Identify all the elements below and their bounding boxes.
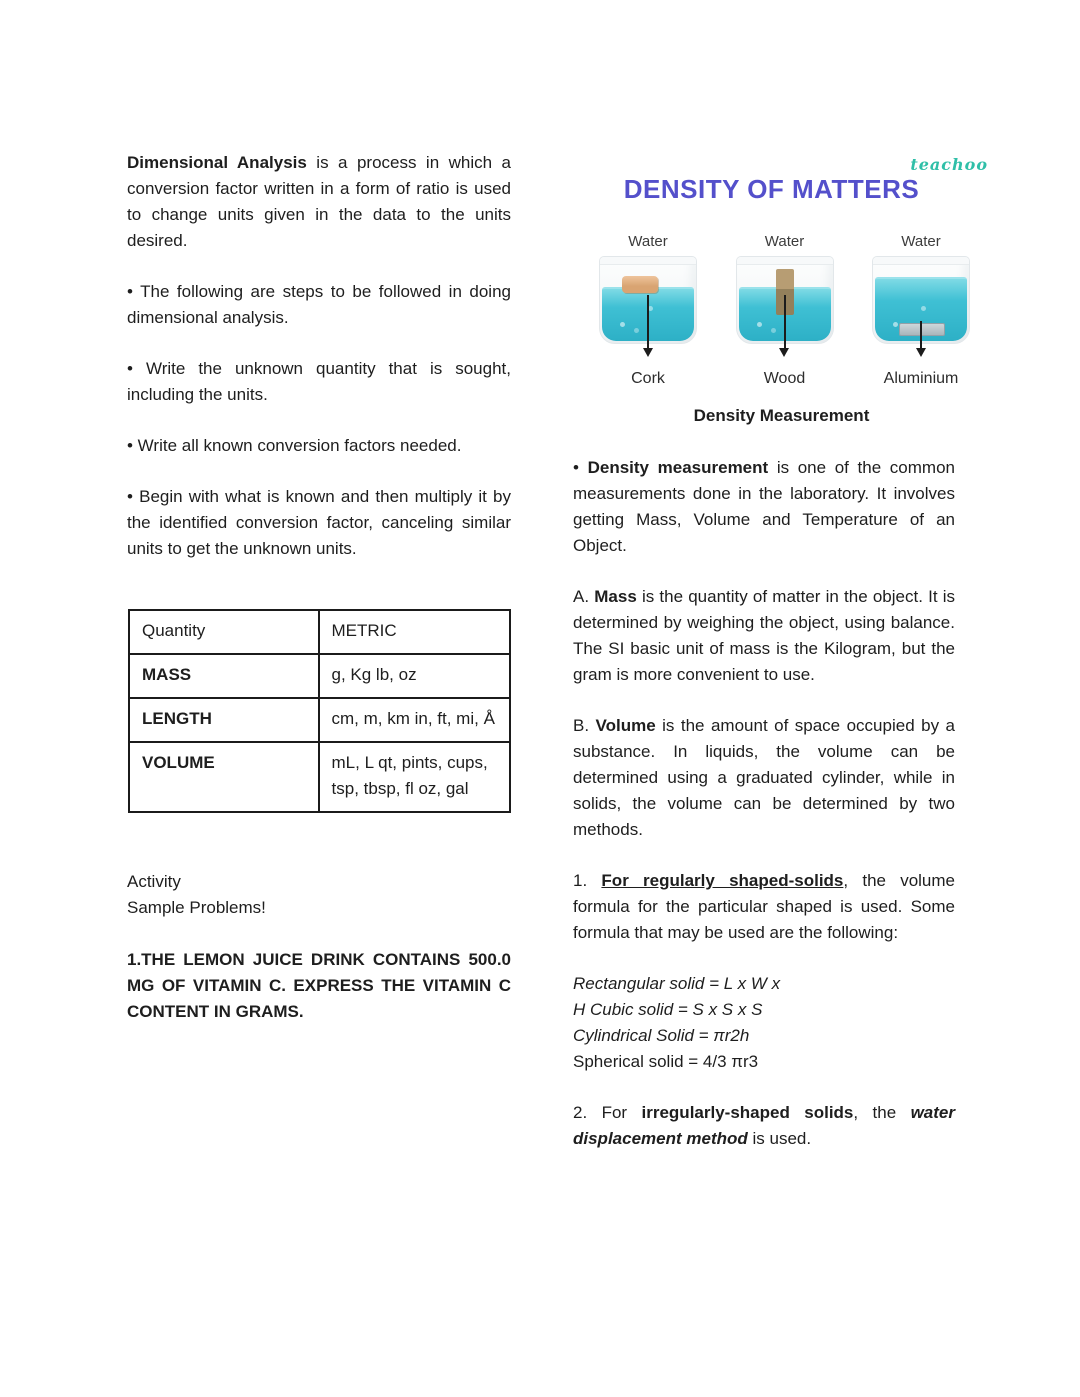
aluminium-label: Aluminium [883,370,959,387]
irregular-solids-end: is used. [747,1129,812,1148]
water-label: Water [764,233,805,250]
figure-title: DENSITY OF MATTERS [623,174,920,204]
activity-subtitle: Sample Problems! [127,898,266,917]
mass-letter: A. [573,587,595,606]
down-arrow-icon [920,321,922,348]
mass-quantity-cell: MASS [129,654,319,698]
density-body: is one of the common measurements done in the laboratory. It involves getting Mass, Volume and Temperature of an Object. [573,458,955,555]
table-header-row [129,610,510,654]
beaker-group-wood [720,233,850,388]
volume-metric-cell: mL, L qt, pints, cups, tsp, tbsp, fl oz, gal [319,742,510,812]
item-number: 2. For [573,1103,642,1122]
irregular-solids-lead: irregularly-shaped solids [641,1103,854,1122]
irregular-solids-mid: , the [853,1103,911,1122]
cork-label: Cork [631,370,665,387]
metric-header: METRIC [319,610,510,654]
beaker-row [573,233,990,388]
formula-cylindrical: Cylindrical Solid = πr2h [573,1026,750,1045]
mass-metric-cell: g, Kg lb, oz [319,654,510,698]
formula-spherical: Spherical solid = 4/3 πr3 [573,1052,759,1071]
wood-label: Wood [763,370,806,387]
regular-solids-lead: For regularly shaped-solids [601,871,844,890]
aluminium-object [899,323,945,336]
table-row-mass [129,654,510,698]
regular-solids-paragraph [573,868,955,946]
density-figure [573,150,990,388]
density-paragraph [573,455,955,559]
water-displacement-lead: water displacement method [573,1103,955,1148]
left-column [127,150,511,1050]
volume-letter: B. [573,716,596,735]
activity-block [127,869,511,921]
length-quantity-cell: LENGTH [129,698,319,742]
quantity-header: Quantity [129,610,319,654]
table-row-volume [129,742,510,812]
beaker-group-aluminium [856,233,986,388]
length-metric-cell: cm, m, km in, ft, mi, Å [319,698,510,742]
mass-lead: Mass [594,587,637,606]
bullet-steps: • The following are steps to be followed in doing dimensional analysis. [127,282,511,327]
intro-lead: Dimensional Analysis [127,153,307,172]
density-lead: Density measurement [587,458,769,477]
formula-cubic: H Cubic solid = S x S x S [573,1000,763,1019]
right-column [573,150,988,1177]
bullet-marker: • [573,458,588,477]
volume-formulas [573,971,955,1075]
teachoo-logo: teachoo [910,155,988,174]
volume-body: is the amount of space occupied by a substance. In liquids, the volume can be determined using a graduated cylinder, while in solids, the volume can be determined by two methods. [573,716,955,839]
bullet-begin-known: • Begin with what is known and then multiply it by the identified conversion factor, canceling similar units to get the unknown units. [127,487,511,558]
item-number: 1. [573,871,602,890]
volume-quantity-cell: VOLUME [129,742,319,812]
bullet-conversion-factors: • Write all known conversion factors needed. [127,436,462,455]
mass-paragraph [573,584,955,688]
figure-caption: Density Measurement [693,406,870,425]
intro-paragraph [127,150,511,254]
down-arrow-icon [784,295,786,348]
units-table [128,609,511,813]
water-label: Water [628,233,668,250]
formula-rectangular: Rectangular solid = L x W x [573,974,781,993]
irregular-solids-paragraph [573,1100,955,1152]
beaker-group-cork [583,233,713,388]
cork-object [622,276,658,293]
activity-label: Activity [127,872,181,891]
water-label: Water [901,233,941,250]
intro-body: is a process in which a conversion factor written in a form of ratio is used to change units given in the data to the units desired. [127,153,511,250]
mass-body: is the quantity of matter in the object. It is determined by weighing the object, using balance. The SI basic unit of mass is the Kilogram, but the gram is more convenient to use. [573,587,955,684]
down-arrow-icon [647,295,649,348]
regular-solids-body: , the volume formula for the particular shaped is used. Some formula that may be used are the following: [573,871,956,942]
table-row-length [129,698,510,742]
volume-lead: Volume [595,716,656,735]
volume-paragraph [573,713,955,843]
sample-problem-1: 1.THE LEMON JUICE DRINK CONTAINS 500.0 MG OF VITAMIN C. EXPRESS THE VITAMIN C CONTENT IN GRAMS. [127,950,511,1021]
bullet-unknown-quantity: • Write the unknown quantity that is sought, including the units. [127,359,511,404]
